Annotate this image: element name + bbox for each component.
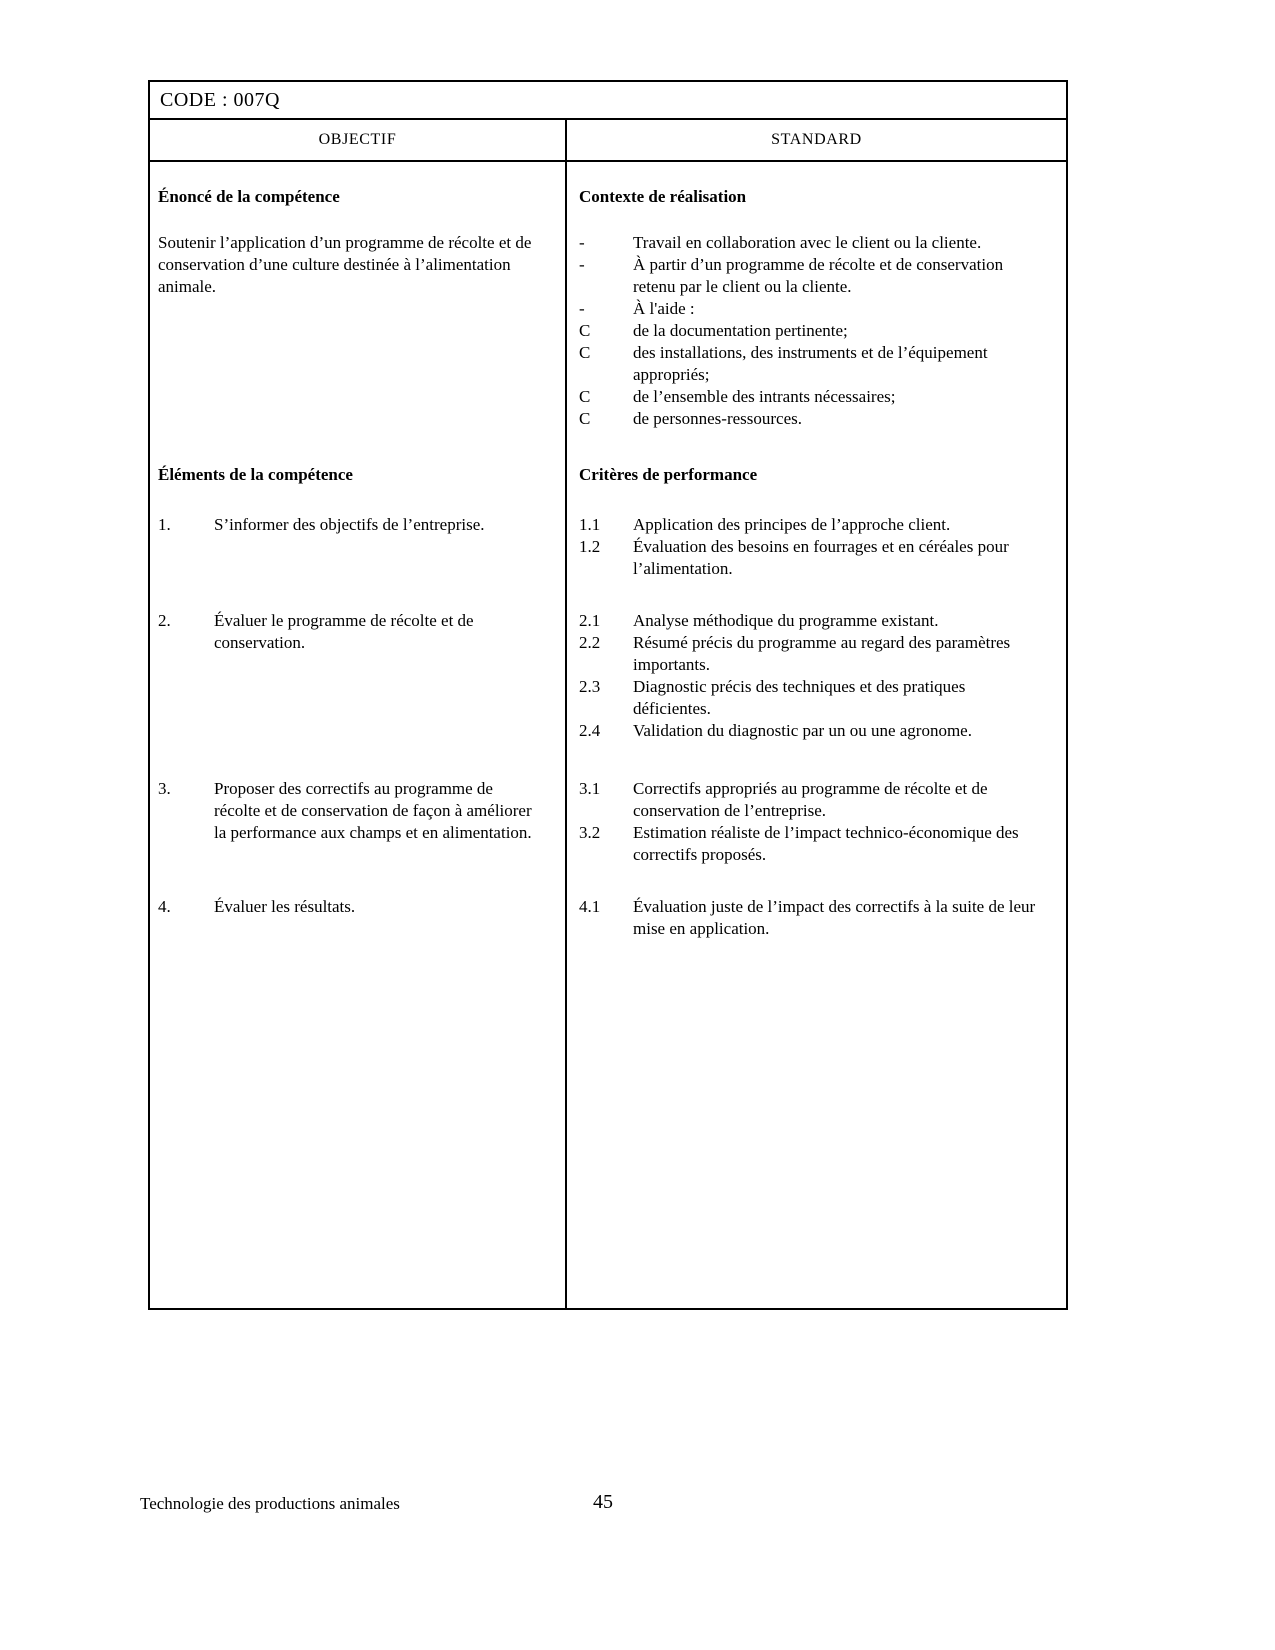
contexte-item-text: des installations, des instruments et de l’équipement appropriés; [633, 343, 988, 384]
critere-number: 2.2 [579, 633, 601, 652]
critere-number: 4.1 [579, 897, 601, 916]
code-label: CODE : 007Q [160, 88, 280, 111]
footer-page-number: 45 [593, 1491, 613, 1513]
element-text: Évaluer le programme de récolte et de conservation. [214, 611, 474, 652]
critere-text: Correctifs appropriés au programme de récolte et de conservation de l’entreprise. [633, 779, 988, 820]
row-element-3 [150, 742, 1066, 866]
contexte-item [579, 232, 1044, 254]
code-header [150, 82, 1066, 120]
critere-number: 1.1 [579, 515, 601, 534]
contexte-cell [567, 162, 1066, 430]
contexte-item-marker: - [579, 255, 585, 274]
criteres-cell-1 [567, 486, 1066, 580]
critere-number: 1.2 [579, 537, 601, 556]
element-number: 4. [158, 897, 171, 916]
critere-text: Analyse méthodique du programme existant. [633, 611, 939, 630]
competency-table [148, 80, 1068, 1310]
contexte-item [579, 320, 1044, 342]
contexte-item-marker: - [579, 299, 585, 318]
critere-text: Application des principes de l’approche client. [633, 515, 951, 534]
critere-text: Résumé précis du programme au regard des paramètres importants. [633, 633, 1011, 674]
contexte-item [579, 342, 1044, 386]
critere-item [579, 778, 1044, 822]
critere-number: 2.1 [579, 611, 601, 630]
critere-item [579, 632, 1044, 676]
contexte-item-marker: - [579, 233, 585, 252]
contexte-item [579, 408, 1044, 430]
row-filler [150, 940, 1066, 1308]
element-item [158, 514, 541, 536]
critere-number: 2.3 [579, 677, 601, 696]
element-cell-2 [150, 580, 567, 742]
critere-text: Estimation réaliste de l’impact technico-économique des correctifs proposés. [633, 823, 1019, 864]
contexte-item [579, 254, 1044, 298]
row-section-titles [150, 430, 1066, 486]
criteres-title: Critères de performance [579, 465, 758, 484]
contexte-item-text: de la documentation pertinente; [633, 321, 848, 340]
criteres-cell-2 [567, 580, 1066, 742]
contexte-item-marker: C [579, 387, 591, 406]
footer-document-title: Technologie des productions animales [140, 1494, 400, 1513]
standard-column-header [567, 120, 1066, 160]
critere-item [579, 514, 1044, 536]
row-enonce-contexte [150, 162, 1066, 430]
row-element-2 [150, 580, 1066, 742]
enonce-text: Soutenir l’application d’un programme de récolte et de conservation d’une culture destinée à l’alimentation animale. [158, 233, 532, 296]
element-item [158, 896, 541, 918]
contexte-item [579, 298, 1044, 320]
objectif-header-label: OBJECTIF [318, 131, 397, 148]
contexte-item-text: À partir d’un programme de récolte et de conservation retenu par le client ou la cliente. [633, 255, 1004, 296]
element-cell-4 [150, 866, 567, 940]
element-text: S’informer des objectifs de l’entreprise. [214, 515, 485, 534]
element-item [158, 778, 541, 844]
critere-item [579, 676, 1044, 720]
element-cell-1 [150, 486, 567, 580]
element-text: Évaluer les résultats. [214, 897, 356, 916]
element-cell-3 [150, 742, 567, 866]
elements-title-cell [150, 430, 567, 486]
critere-text: Évaluation juste de l’impact des correctifs à la suite de leur mise en application. [633, 897, 1036, 938]
criteres-cell-3 [567, 742, 1066, 866]
contexte-item-marker: C [579, 321, 591, 340]
table-body [150, 162, 1066, 1308]
enonce-cell [150, 162, 567, 430]
contexte-item-marker: C [579, 343, 591, 362]
critere-text: Évaluation des besoins en fourrages et en céréales pour l’alimentation. [633, 537, 1009, 578]
element-number: 2. [158, 611, 171, 630]
critere-number: 2.4 [579, 721, 601, 740]
critere-text: Diagnostic précis des techniques et des pratiques déficientes. [633, 677, 966, 718]
element-item [158, 610, 541, 654]
critere-item [579, 610, 1044, 632]
contexte-item [579, 386, 1044, 408]
elements-title: Éléments de la compétence [158, 465, 353, 484]
column-headers [150, 120, 1066, 162]
critere-item [579, 896, 1044, 940]
contexte-item-marker: C [579, 409, 591, 428]
critere-item [579, 720, 1044, 742]
contexte-title: Contexte de réalisation [579, 187, 747, 206]
critere-number: 3.2 [579, 823, 601, 842]
criteres-cell-4 [567, 866, 1066, 940]
row-element-1 [150, 486, 1066, 580]
contexte-item-text: de personnes-ressources. [633, 409, 802, 428]
element-number: 1. [158, 515, 171, 534]
filler-left-cell [150, 940, 567, 1308]
criteres-title-cell [567, 430, 1066, 486]
critere-item [579, 822, 1044, 866]
critere-text: Validation du diagnostic par un ou une agronome. [633, 721, 972, 740]
element-number: 3. [158, 779, 171, 798]
standard-header-label: STANDARD [771, 131, 862, 148]
element-text: Proposer des correctifs au programme de récolte et de conservation de façon à améliorer la performance aux champs et en alimentation. [214, 779, 532, 842]
critere-number: 3.1 [579, 779, 601, 798]
enonce-title: Énoncé de la compétence [158, 187, 340, 206]
row-element-4 [150, 866, 1066, 940]
filler-right-cell [567, 940, 1066, 1308]
objectif-column-header [150, 120, 567, 160]
contexte-item-text: de l’ensemble des intrants nécessaires; [633, 387, 896, 406]
contexte-item-text: Travail en collaboration avec le client ou la cliente. [633, 233, 982, 252]
contexte-item-text: À l'aide : [633, 299, 695, 318]
critere-item [579, 536, 1044, 580]
